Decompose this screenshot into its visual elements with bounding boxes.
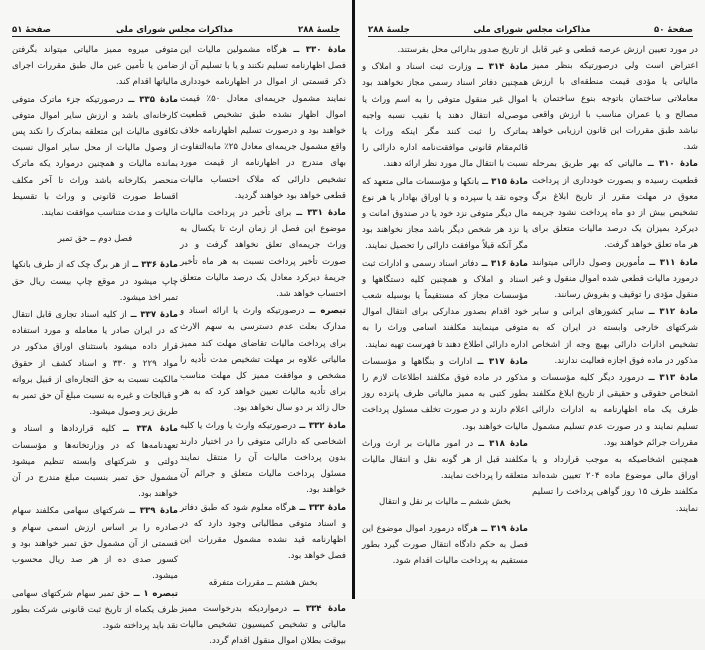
article-label: مادهٔ ۳۳۹ ــ	[124, 506, 178, 517]
article-paragraph	[180, 205, 346, 302]
article-label: مادهٔ ۳۱۳ ــ	[643, 373, 698, 384]
article-label: مادهٔ ۳۳۵ ــ	[123, 94, 178, 105]
article-paragraph	[12, 307, 178, 420]
article-text: درمواردیکه بدرخواست ممیز مالیاتی و تشخیص کمیسیون تشخیص مالیات بیوقت بطلان اموال منقول اقدام گردد.	[180, 603, 346, 647]
page-header	[12, 22, 340, 37]
article-text: مالیاتی که بهر طریق بمرحله قطعیت رسیده و بصورت خودداری از پرداخت معوق در مهلت مقرر از تاریخ ابلاغ برگ تشخیص بیش از دو ماه پرداخت نشود جریمه دیرکرد بمیزان یک درصد مالیات متعلق برای هر ماه تعلق خواهد گرفت.	[532, 159, 698, 251]
article-label: مادهٔ ۳۳۳ ــ	[296, 502, 347, 513]
article-text: مأمورین وصول دارائی میتوانند درمورد مالیات قطعی شده اموال منقول و غیر منقول مؤدی را توقیف و بفروش رسانند.	[532, 257, 698, 301]
article-paragraph	[362, 174, 528, 255]
article-paragraph	[532, 304, 698, 369]
article-text: وزارت ثبت اسناد و املاک و همچنین دفاتر اسناد رسمی مجاز نخواهند بود اموال غیر منقول متوفی را به اسم وراث یا موصی‌له انتقال دهند یا نقیب نسبه واجبه بماترک را ثبت کنند مگر اینکه وراث یا قائم‌مقام قانونی موافقت‌نامه اداره دارائی را نسبت با انتقال مال مورد نظر ارائه دهند.	[362, 62, 528, 170]
article-text: هرگاه معلوم شود که طبق دفاتر و اسناد متوفی مطالباتی وجود دارد که در اظهارنامه قید نشده مشمول مقررات این فصل خواهد بود.	[180, 502, 346, 562]
book-title: مذاکرات مجلس شورای ملی	[115, 25, 234, 35]
article-paragraph	[532, 452, 698, 517]
text-column	[532, 42, 698, 518]
article-paragraph	[12, 421, 178, 502]
article-text: درصورتیکه وارث یا وراث یا کلیه اشخاصی که دارائی متوفی را در اختیار دارند بدون پرداخت مالیات آن را منتقل نمایند مسئول پرداخت مالیات متعلق و جرائم آن خواهند بود.	[180, 420, 346, 496]
article-paragraph	[180, 418, 346, 499]
article-text: درصورتیکه جزء ماترک متوفی کارخانه‌ای باشد و ارزش سایر اموال متوفی تکافوی مالیات این متعلقه بماترک را نکند پس از وصول مالیات از محل سایر اموال نسبت بمانده مالیات و همچنین درموارد یکه ماترک منحصر بکارخانه باشد وراث تا آخر مکلف اقساط صورت قانونی و وراث با تقسیط مالیات و مدت متناسب موافقت نمایند.	[12, 94, 178, 219]
text-column	[12, 42, 178, 635]
article-paragraph	[532, 156, 698, 253]
article-text: ادارات و بنگاهها و مؤسسات مذکور در ماده فوق مکلفند اطلاعات لازم را بطور کتبی به ممیز مالیاتی ظرف پانزده روز اعلام دارند و در صورت تخلف مسئول پرداخت مالیات خواهند بود.	[362, 356, 528, 432]
article-text: همچنین اشخاصیکه به موجب قرارداد و یا اوراق مالی موضوع ماده ۲۰۴ تعیین شده‌اند مکلفند ظرف ۱۵ روز گواهی پرداخت را تسلیم نمایند.	[532, 455, 698, 514]
article-text: بانکها و مؤسسات مالی متعهد که وجوه نقد یا سپرده و یا اوراق بهادار یا هر نوع مال دیگر متوفی نزد خود یا در صندوق امانت و یا نزد هر شخص دیگر باشد مجاز نخواهند بود مگر آنکه قبلاً موافقت دارائی را تحصیل نمایند.	[362, 176, 528, 252]
session-number: جلسهٔ ۲۸۸	[298, 25, 340, 35]
article-paragraph	[12, 257, 178, 306]
article-paragraph	[12, 92, 178, 222]
book-spine-divider	[352, 0, 355, 599]
article-text: متوفی میروه ممیز مالیاتی میتواند بگرفتن ضامن یا تأمین عین مال طبق مقررات اجرای مالیاتها اقدام کند.	[12, 45, 178, 88]
session-number: جلسهٔ ۲۸۸	[368, 25, 410, 35]
article-paragraph	[362, 354, 528, 435]
article-label: مادهٔ ۳۳۰ ــ	[286, 45, 347, 55]
article-paragraph	[12, 503, 178, 584]
article-label: مادهٔ ۳۱۵ ــ	[479, 176, 528, 187]
article-text: حق تمبر سهام شرکتهای سهامی ظرف یکماه از تاریخ ثبت قانونی شرکت بطور نقد باید پرداخته شود.	[12, 588, 178, 631]
article-paragraph	[362, 436, 528, 485]
article-text: برای تأخیر در پرداخت مالیات موضوع این فصل از زمان ارث تا یکسال به وراث جریمه‌ای تعلق نخواهد گرفت و در صورت تأخیر پرداخت نسبت به هر ماه تأخیر جریمهٔ دیرکرد معادل یک درصد مالیات متعلق احتساب خواهد شد.	[180, 208, 346, 300]
article-paragraph	[532, 42, 698, 155]
section-heading: بخش هشتم ــ مقررات متفرقه	[208, 577, 318, 588]
article-label: مادهٔ ۳۱۷ ــ	[472, 356, 529, 367]
article-label: مادهٔ ۳۳۸ ــ	[115, 424, 179, 435]
article-label: مادهٔ ۳۱۰ ــ	[642, 159, 698, 170]
article-paragraph	[532, 370, 698, 451]
article-text: شرکتهای سهامی مکلفند سهام صادره را بر اساس ارزش اسمی سهام و قسمتی از آن مشمول حق تمبر خواهند بود و کسور صدی ده از هر صد ریال محسوب میشود.	[12, 506, 178, 582]
article-paragraph	[180, 500, 346, 565]
article-paragraph	[12, 42, 178, 91]
article-label: مادهٔ ۳۳۷ ــ	[126, 310, 178, 321]
article-paragraph	[362, 42, 528, 58]
article-label: مادهٔ ۳۱۸ ــ	[473, 438, 529, 449]
article-text: درمورد دیگر کلیه مؤسسات و اشخاص حقوقی و حقیقی از تاریخ ابلاغ مکلفند ظرف یک ماه اظهارنامه به ادارات دارائی تسلیم نمایند و در صورت عدم تسلیم مشمول مقررات جرائم خواهند بود.	[532, 373, 698, 448]
text-column	[180, 42, 346, 650]
left-page	[0, 0, 352, 647]
article-label: مادهٔ ۳۳۱ ــ	[291, 208, 347, 219]
article-text: سایر کشورهای ایرانی و سایر شرکتهای خارجی وابسته در ایران که به تشخیص ادارات دارائی بهیچ وجه از اشخاص مذکور در ماده فوق اجازه فعالیت ندارند.	[532, 307, 698, 366]
article-paragraph	[180, 42, 346, 204]
article-text: هرگاه مشمولین مالیات این فصل اظهارنامه تسلیم نکنند و یا با تسلیم آن از ذکر قسمتی از اموال در اظهارنامه خودداری نمایند مشمول جریمه‌ای معادل ۵۰٪ قیمت اموال اظهار نشده طبق تشخیص قطعیت خواهند بود و درصورت تسلیم اظهارنامه خلاف واقع مشمول جریمه‌ای معادل ۲۵٪ مابه‌التفاوت بهای مندرج در اظهارنامه از قیمت مورد تشخیص دارائی که ملاک احتساب مالیات قطعی خواهد بود خواهند گردید.	[180, 45, 346, 201]
article-label: مادهٔ ۳۱۲ ــ	[643, 307, 698, 318]
article-paragraph	[532, 255, 698, 304]
article-text: دفاتر اسناد رسمی و ادارات ثبت اسناد و املاک و همچنین کلیه دستگاهها و مؤسسات مجاز که مستقیماً یا بوسیله شعب خود اقدام بصدور مدارکی برای انتقال اموال متوفی مینمایند مکلفند اسامی وراث را به اداره دارائی اطلاع دهند تا فهرست تهیه نمایند.	[362, 258, 528, 350]
page-number: صفحهٔ ۵۱	[12, 25, 51, 35]
article-text: کلیه قراردادها و اسناد و تعهدنامه‌ها که در وزارتخانه‌ها و مؤسسات دولتی و شرکتهای وابسته تنظیم میشود مشمول حق تمبر بنسبت مبلغ مندرج در آن خواهند بود.	[12, 424, 178, 500]
page-header	[368, 22, 693, 37]
article-paragraph	[12, 586, 178, 635]
article-label: مادهٔ ۳۳۶ ــ	[129, 260, 179, 271]
article-label: مادهٔ ۳۱۹ ــ	[477, 523, 528, 534]
article-paragraph	[362, 256, 528, 353]
article-text: از کلیه اسناد تجاری قابل انتقال که در ایران صادر یا معامله و مورد استفاده قرار داده میشود باستثنای اوراق مذکور در مواد ۲۲۹ و ۳۳۰ و اسناد کشف از حقوق مالکیت نسبت به حق التجاره‌ای از قبیل برواته و قبالجات و غیره به نسبت مبلغ آن حق تمبر به طریق زیر وصول میشود.	[12, 310, 178, 418]
article-label: مادهٔ ۳۱۴ ــ	[471, 62, 529, 73]
article-text: هرگاه درمورد اموال موضوع این فصل به حکم دادگاه انتقال صورت گیرد بطور مستقیم به پرداخت مالیات اقدام شود.	[362, 523, 528, 567]
article-label: مادهٔ ۳۳۲ ــ	[295, 420, 346, 431]
article-text: از هر برگ چک که از طرف بانکها چاپ میشود در موقع چاپ بیست ریال حق تمبر اخذ میشود.	[12, 260, 178, 303]
article-label: مادهٔ ۳۳۴ ــ	[287, 603, 346, 614]
section-heading: بخش ششم ــ مالیات بر نقل و انتقال	[379, 497, 511, 508]
article-paragraph	[362, 521, 528, 570]
article-text: در امور مالیات بر ارث وراث مکلفند قبل از هر گونه نقل و انتقال مالیات متعلقه را پرداخت نمایند.	[362, 438, 528, 482]
article-label: مادهٔ ۳۱۱ ــ	[644, 257, 699, 268]
article-text: از تاریخ صدور بدارائی محل بفرستند.	[397, 45, 528, 55]
book-title: مذاکرات مجلس شورای ملی	[473, 25, 591, 35]
article-text: درصورتیکه وارث یا ارائه اسناد و مدارک بعلت عدم دسترسی به سهم الارث برای پرداخت مالیات تقاضای مهلت کند ممیز مالیاتی علاوه بر مهلت تشخیص مدت تأدیه را مشخص و موافقت ممیز کل مهلت مناسب برای تأدیه مالیات تعیین خواهد کرد که به هر حال زائد بر دو سال نخواهد بود.	[180, 306, 346, 414]
article-paragraph	[180, 601, 346, 650]
article-text: در مورد تعیین ارزش عرصه قطعی و غیر قابل اعتراض است ولی درصورتیکه بنظر ممیز مالیاتی یا مؤدی قیمت منطقه‌ای با ارزش معاملاتی ساختمان باتوجه بنوع ساختمان یا مصالح و یا عمران مناسب با ارزش واقعی نباشد طبق مقررات این قانون ارزیابی خواهد شد.	[532, 45, 698, 153]
article-label: تبصره ــ	[304, 306, 346, 317]
article-label: مادهٔ ۳۱۶ ــ	[478, 258, 529, 269]
page-number: صفحهٔ ۵۰	[654, 25, 693, 35]
article-paragraph	[362, 59, 528, 172]
article-label: تبصره ۱ ــ	[129, 588, 178, 599]
article-paragraph	[180, 303, 346, 416]
text-column	[362, 42, 528, 570]
right-page	[356, 0, 705, 599]
section-heading: فصل دوم ــ حق تمبر	[57, 234, 133, 245]
